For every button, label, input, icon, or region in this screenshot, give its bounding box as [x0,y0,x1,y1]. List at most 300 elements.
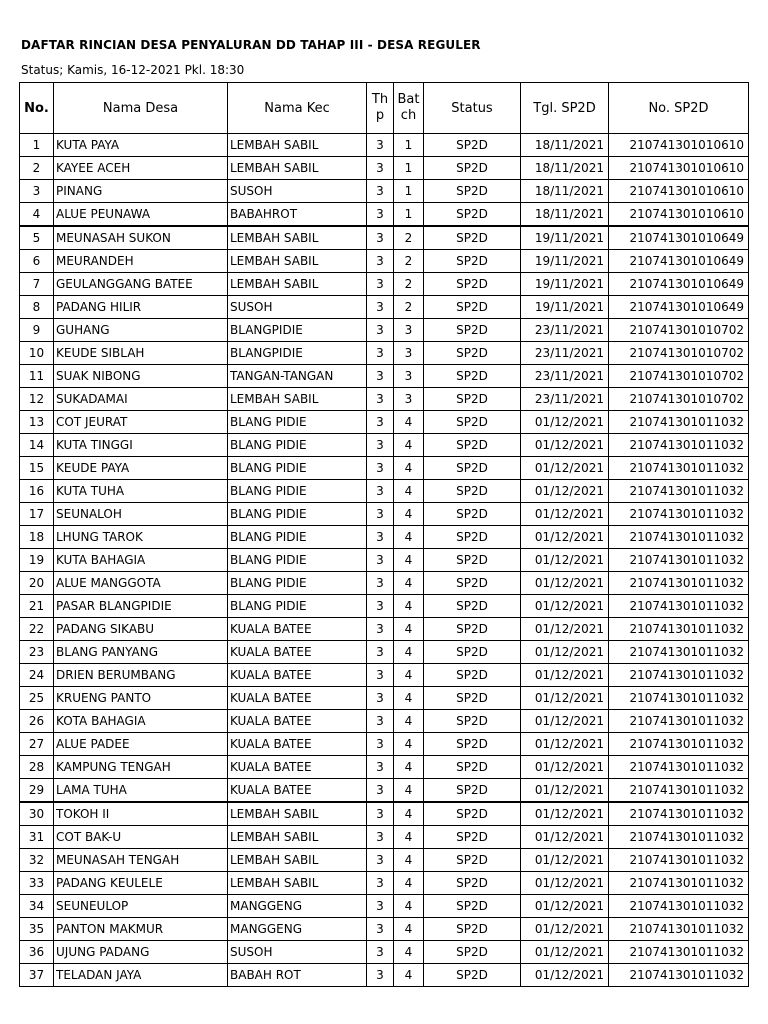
cell-thp: 3 [367,733,394,756]
cell-batch: 2 [394,296,424,319]
cell-tgl-sp2d: 19/11/2021 [521,273,609,296]
cell-batch: 4 [394,779,424,803]
cell-thp: 3 [367,296,394,319]
cell-no-sp2d: 210741301010702 [609,342,749,365]
cell-nama-desa: MEUNASAH SUKON [54,226,228,250]
cell-status: SP2D [424,849,521,872]
cell-batch: 4 [394,618,424,641]
cell-no-sp2d: 210741301011032 [609,641,749,664]
cell-thp: 3 [367,457,394,480]
cell-nama-kec: BLANG PIDIE [228,595,367,618]
cell-tgl-sp2d: 01/12/2021 [521,641,609,664]
table-row [20,710,749,733]
cell-no: 4 [20,203,54,227]
table-row [20,733,749,756]
cell-no-sp2d: 210741301011032 [609,457,749,480]
cell-nama-kec: LEMBAH SABIL [228,388,367,411]
cell-nama-desa: TELADAN JAYA [54,964,228,987]
cell-nama-desa: BLANG PANYANG [54,641,228,664]
cell-no: 13 [20,411,54,434]
cell-batch: 1 [394,180,424,203]
cell-no: 25 [20,687,54,710]
cell-tgl-sp2d: 01/12/2021 [521,687,609,710]
cell-batch: 2 [394,250,424,273]
cell-nama-kec: LEMBAH SABIL [228,273,367,296]
cell-no: 32 [20,849,54,872]
cell-no-sp2d: 210741301011032 [609,802,749,826]
cell-no: 19 [20,549,54,572]
cell-tgl-sp2d: 01/12/2021 [521,779,609,803]
cell-tgl-sp2d: 01/12/2021 [521,802,609,826]
cell-batch: 1 [394,203,424,227]
cell-no-sp2d: 210741301011032 [609,941,749,964]
table-row [20,595,749,618]
cell-tgl-sp2d: 18/11/2021 [521,180,609,203]
cell-batch: 2 [394,226,424,250]
cell-batch: 4 [394,572,424,595]
cell-no: 30 [20,802,54,826]
cell-nama-kec: BLANG PIDIE [228,503,367,526]
cell-thp: 3 [367,710,394,733]
cell-no: 29 [20,779,54,803]
cell-nama-desa: SEUNEULOP [54,895,228,918]
cell-nama-desa: COT JEURAT [54,411,228,434]
cell-no: 17 [20,503,54,526]
cell-thp: 3 [367,411,394,434]
cell-no-sp2d: 210741301011032 [609,434,749,457]
cell-status: SP2D [424,710,521,733]
cell-thp: 3 [367,802,394,826]
cell-nama-kec: BABAH ROT [228,964,367,987]
cell-nama-kec: LEMBAH SABIL [228,872,367,895]
cell-no-sp2d: 210741301011032 [609,687,749,710]
cell-no-sp2d: 210741301011032 [609,918,749,941]
cell-status: SP2D [424,180,521,203]
cell-tgl-sp2d: 01/12/2021 [521,710,609,733]
cell-nama-kec: KUALA BATEE [228,779,367,803]
cell-no: 15 [20,457,54,480]
cell-status: SP2D [424,526,521,549]
cell-batch: 4 [394,710,424,733]
table-row [20,872,749,895]
cell-tgl-sp2d: 18/11/2021 [521,203,609,227]
cell-thp: 3 [367,641,394,664]
table-row [20,918,749,941]
cell-no-sp2d: 210741301011032 [609,849,749,872]
cell-no: 5 [20,226,54,250]
cell-thp: 3 [367,388,394,411]
cell-no: 10 [20,342,54,365]
cell-no-sp2d: 210741301010702 [609,388,749,411]
cell-nama-desa: PADANG KEULELE [54,872,228,895]
cell-nama-kec: LEMBAH SABIL [228,157,367,180]
cell-nama-kec: SUSOH [228,180,367,203]
cell-thp: 3 [367,664,394,687]
cell-nama-kec: KUALA BATEE [228,756,367,779]
cell-nama-kec: LEMBAH SABIL [228,802,367,826]
cell-no: 11 [20,365,54,388]
cell-status: SP2D [424,203,521,227]
cell-no-sp2d: 210741301011032 [609,526,749,549]
cell-nama-kec: MANGGENG [228,895,367,918]
cell-status: SP2D [424,273,521,296]
cell-no-sp2d: 210741301010610 [609,134,749,157]
cell-nama-kec: BLANGPIDIE [228,319,367,342]
cell-no-sp2d: 210741301011032 [609,664,749,687]
cell-tgl-sp2d: 01/12/2021 [521,411,609,434]
cell-no-sp2d: 210741301011032 [609,756,749,779]
cell-nama-kec: BLANG PIDIE [228,526,367,549]
cell-tgl-sp2d: 01/12/2021 [521,918,609,941]
cell-no: 8 [20,296,54,319]
col-header-nama-kec: Nama Kec [228,83,367,134]
cell-no-sp2d: 210741301011032 [609,480,749,503]
cell-no-sp2d: 210741301010649 [609,250,749,273]
cell-thp: 3 [367,964,394,987]
table-row [20,964,749,987]
cell-tgl-sp2d: 23/11/2021 [521,342,609,365]
cell-status: SP2D [424,872,521,895]
cell-batch: 4 [394,872,424,895]
cell-no: 1 [20,134,54,157]
cell-nama-kec: KUALA BATEE [228,664,367,687]
table-row [20,180,749,203]
cell-no: 16 [20,480,54,503]
cell-tgl-sp2d: 01/12/2021 [521,457,609,480]
table-row [20,319,749,342]
cell-thp: 3 [367,480,394,503]
col-header-no: No. [20,83,54,134]
cell-no-sp2d: 210741301011032 [609,595,749,618]
cell-no-sp2d: 210741301011032 [609,710,749,733]
cell-nama-desa: PADANG HILIR [54,296,228,319]
cell-no: 12 [20,388,54,411]
cell-nama-desa: MEUNASAH TENGAH [54,849,228,872]
cell-thp: 3 [367,134,394,157]
cell-status: SP2D [424,457,521,480]
cell-status: SP2D [424,157,521,180]
col-header-batch-line2: ch [400,108,417,123]
table-row [20,664,749,687]
cell-no: 23 [20,641,54,664]
cell-thp: 3 [367,526,394,549]
cell-status: SP2D [424,342,521,365]
cell-nama-desa: LHUNG TAROK [54,526,228,549]
cell-tgl-sp2d: 23/11/2021 [521,365,609,388]
cell-status: SP2D [424,411,521,434]
cell-thp: 3 [367,826,394,849]
cell-thp: 3 [367,365,394,388]
table-header-row [20,83,749,134]
cell-tgl-sp2d: 01/12/2021 [521,941,609,964]
cell-thp: 3 [367,618,394,641]
cell-nama-desa: LAMA TUHA [54,779,228,803]
cell-thp: 3 [367,872,394,895]
col-header-thp-line1: Th [371,92,389,107]
cell-status: SP2D [424,895,521,918]
col-header-thp-line2: p [375,108,385,123]
cell-thp: 3 [367,687,394,710]
cell-status: SP2D [424,250,521,273]
table-row [20,411,749,434]
cell-tgl-sp2d: 01/12/2021 [521,849,609,872]
cell-no-sp2d: 210741301010702 [609,365,749,388]
cell-no: 34 [20,895,54,918]
cell-nama-desa: KUTA BAHAGIA [54,549,228,572]
cell-nama-desa: KRUENG PANTO [54,687,228,710]
cell-batch: 4 [394,733,424,756]
cell-nama-desa: KAMPUNG TENGAH [54,756,228,779]
status-line: Status; Kamis, 16-12-2021 Pkl. 18:30 [21,63,245,77]
cell-no-sp2d: 210741301011032 [609,411,749,434]
cell-nama-kec: KUALA BATEE [228,618,367,641]
table-row [20,388,749,411]
cell-nama-kec: KUALA BATEE [228,733,367,756]
cell-no-sp2d: 210741301011032 [609,549,749,572]
cell-nama-desa: KAYEE ACEH [54,157,228,180]
cell-nama-desa: GUHANG [54,319,228,342]
cell-status: SP2D [424,134,521,157]
cell-status: SP2D [424,964,521,987]
col-header-status: Status [424,83,521,134]
cell-status: SP2D [424,319,521,342]
cell-nama-desa: UJUNG PADANG [54,941,228,964]
cell-nama-kec: LEMBAH SABIL [228,250,367,273]
cell-tgl-sp2d: 01/12/2021 [521,895,609,918]
table-body [20,134,749,987]
table-row [20,895,749,918]
cell-batch: 4 [394,826,424,849]
cell-tgl-sp2d: 01/12/2021 [521,826,609,849]
cell-nama-kec: BABAHROT [228,203,367,227]
cell-thp: 3 [367,595,394,618]
cell-nama-desa: SUKADAMAI [54,388,228,411]
cell-batch: 3 [394,342,424,365]
cell-batch: 4 [394,526,424,549]
cell-no: 26 [20,710,54,733]
cell-batch: 4 [394,595,424,618]
cell-thp: 3 [367,250,394,273]
table-row [20,503,749,526]
cell-no-sp2d: 210741301010649 [609,273,749,296]
cell-status: SP2D [424,941,521,964]
cell-no-sp2d: 210741301010610 [609,203,749,227]
col-header-tgl-sp2d: Tgl. SP2D [521,83,609,134]
cell-no: 27 [20,733,54,756]
table-row [20,618,749,641]
cell-nama-desa: GEULANGGANG BATEE [54,273,228,296]
cell-no-sp2d: 210741301011032 [609,826,749,849]
cell-tgl-sp2d: 01/12/2021 [521,618,609,641]
cell-batch: 4 [394,503,424,526]
cell-thp: 3 [367,941,394,964]
cell-batch: 1 [394,157,424,180]
table-row [20,526,749,549]
table-row [20,941,749,964]
cell-status: SP2D [424,826,521,849]
cell-nama-desa: KUTA TUHA [54,480,228,503]
cell-nama-kec: BLANG PIDIE [228,457,367,480]
cell-nama-kec: KUALA BATEE [228,687,367,710]
cell-thp: 3 [367,180,394,203]
cell-no: 14 [20,434,54,457]
cell-thp: 3 [367,226,394,250]
cell-nama-desa: ALUE MANGGOTA [54,572,228,595]
table-row [20,296,749,319]
cell-no: 3 [20,180,54,203]
table-row [20,226,749,250]
table-row [20,134,749,157]
cell-tgl-sp2d: 23/11/2021 [521,388,609,411]
cell-no: 18 [20,526,54,549]
cell-tgl-sp2d: 01/12/2021 [521,526,609,549]
cell-batch: 3 [394,388,424,411]
cell-no: 2 [20,157,54,180]
cell-no: 37 [20,964,54,987]
cell-nama-desa: MEURANDEH [54,250,228,273]
table-row [20,572,749,595]
cell-batch: 4 [394,895,424,918]
table-row [20,365,749,388]
cell-nama-desa: KOTA BAHAGIA [54,710,228,733]
village-table [19,82,749,987]
cell-status: SP2D [424,664,521,687]
cell-no: 24 [20,664,54,687]
cell-nama-kec: BLANGPIDIE [228,342,367,365]
cell-thp: 3 [367,503,394,526]
cell-tgl-sp2d: 01/12/2021 [521,872,609,895]
cell-no-sp2d: 210741301011032 [609,964,749,987]
cell-status: SP2D [424,365,521,388]
cell-thp: 3 [367,342,394,365]
cell-no: 28 [20,756,54,779]
cell-batch: 4 [394,641,424,664]
cell-batch: 4 [394,664,424,687]
cell-no-sp2d: 210741301011032 [609,572,749,595]
cell-nama-kec: BLANG PIDIE [228,572,367,595]
cell-batch: 4 [394,480,424,503]
cell-nama-kec: SUSOH [228,941,367,964]
cell-tgl-sp2d: 19/11/2021 [521,226,609,250]
cell-thp: 3 [367,434,394,457]
cell-status: SP2D [424,595,521,618]
table-row [20,802,749,826]
cell-no-sp2d: 210741301010649 [609,296,749,319]
cell-tgl-sp2d: 01/12/2021 [521,595,609,618]
cell-thp: 3 [367,549,394,572]
cell-batch: 4 [394,918,424,941]
cell-batch: 4 [394,802,424,826]
cell-status: SP2D [424,480,521,503]
cell-nama-desa: SUAK NIBONG [54,365,228,388]
cell-nama-kec: TANGAN-TANGAN [228,365,367,388]
cell-status: SP2D [424,388,521,411]
cell-tgl-sp2d: 19/11/2021 [521,296,609,319]
cell-status: SP2D [424,733,521,756]
cell-status: SP2D [424,226,521,250]
cell-nama-desa: ALUE PADEE [54,733,228,756]
table-row [20,549,749,572]
cell-tgl-sp2d: 18/11/2021 [521,134,609,157]
cell-tgl-sp2d: 01/12/2021 [521,733,609,756]
col-header-nama-desa: Nama Desa [54,83,228,134]
cell-thp: 3 [367,319,394,342]
cell-status: SP2D [424,756,521,779]
cell-tgl-sp2d: 19/11/2021 [521,250,609,273]
cell-nama-desa: KUTA PAYA [54,134,228,157]
cell-no: 33 [20,872,54,895]
cell-tgl-sp2d: 01/12/2021 [521,549,609,572]
cell-no-sp2d: 210741301011032 [609,618,749,641]
cell-tgl-sp2d: 23/11/2021 [521,319,609,342]
cell-thp: 3 [367,779,394,803]
cell-tgl-sp2d: 01/12/2021 [521,664,609,687]
cell-no: 20 [20,572,54,595]
cell-nama-desa: SEUNALOH [54,503,228,526]
cell-nama-desa: KUTA TINGGI [54,434,228,457]
table-row [20,434,749,457]
cell-no: 22 [20,618,54,641]
cell-no-sp2d: 210741301010610 [609,180,749,203]
cell-status: SP2D [424,802,521,826]
cell-nama-kec: SUSOH [228,296,367,319]
cell-batch: 4 [394,941,424,964]
cell-no: 21 [20,595,54,618]
cell-nama-desa: DRIEN BERUMBANG [54,664,228,687]
cell-thp: 3 [367,918,394,941]
cell-batch: 4 [394,849,424,872]
table-row [20,779,749,803]
cell-no-sp2d: 210741301010649 [609,226,749,250]
cell-tgl-sp2d: 01/12/2021 [521,756,609,779]
cell-batch: 4 [394,434,424,457]
cell-nama-kec: MANGGENG [228,918,367,941]
cell-nama-kec: KUALA BATEE [228,710,367,733]
cell-nama-desa: TOKOH II [54,802,228,826]
cell-status: SP2D [424,918,521,941]
cell-no: 36 [20,941,54,964]
cell-batch: 4 [394,756,424,779]
cell-nama-kec: BLANG PIDIE [228,411,367,434]
cell-tgl-sp2d: 01/12/2021 [521,964,609,987]
cell-no-sp2d: 210741301011032 [609,733,749,756]
document-title: DAFTAR RINCIAN DESA PENYALURAN DD TAHAP III - DESA REGULER [21,38,481,52]
cell-nama-kec: LEMBAH SABIL [228,826,367,849]
cell-no: 7 [20,273,54,296]
cell-nama-kec: BLANG PIDIE [228,434,367,457]
col-header-thp [367,83,394,134]
table-row [20,342,749,365]
cell-thp: 3 [367,273,394,296]
table-row [20,480,749,503]
table-row [20,273,749,296]
cell-status: SP2D [424,549,521,572]
cell-status: SP2D [424,779,521,803]
cell-nama-desa: KEUDE PAYA [54,457,228,480]
cell-batch: 4 [394,687,424,710]
cell-thp: 3 [367,572,394,595]
cell-nama-kec: BLANG PIDIE [228,549,367,572]
cell-status: SP2D [424,296,521,319]
cell-no-sp2d: 210741301011032 [609,895,749,918]
cell-nama-kec: LEMBAH SABIL [228,226,367,250]
cell-no: 9 [20,319,54,342]
cell-status: SP2D [424,434,521,457]
cell-tgl-sp2d: 18/11/2021 [521,157,609,180]
cell-nama-kec: BLANG PIDIE [228,480,367,503]
cell-nama-desa: ALUE PEUNAWA [54,203,228,227]
table-row [20,687,749,710]
